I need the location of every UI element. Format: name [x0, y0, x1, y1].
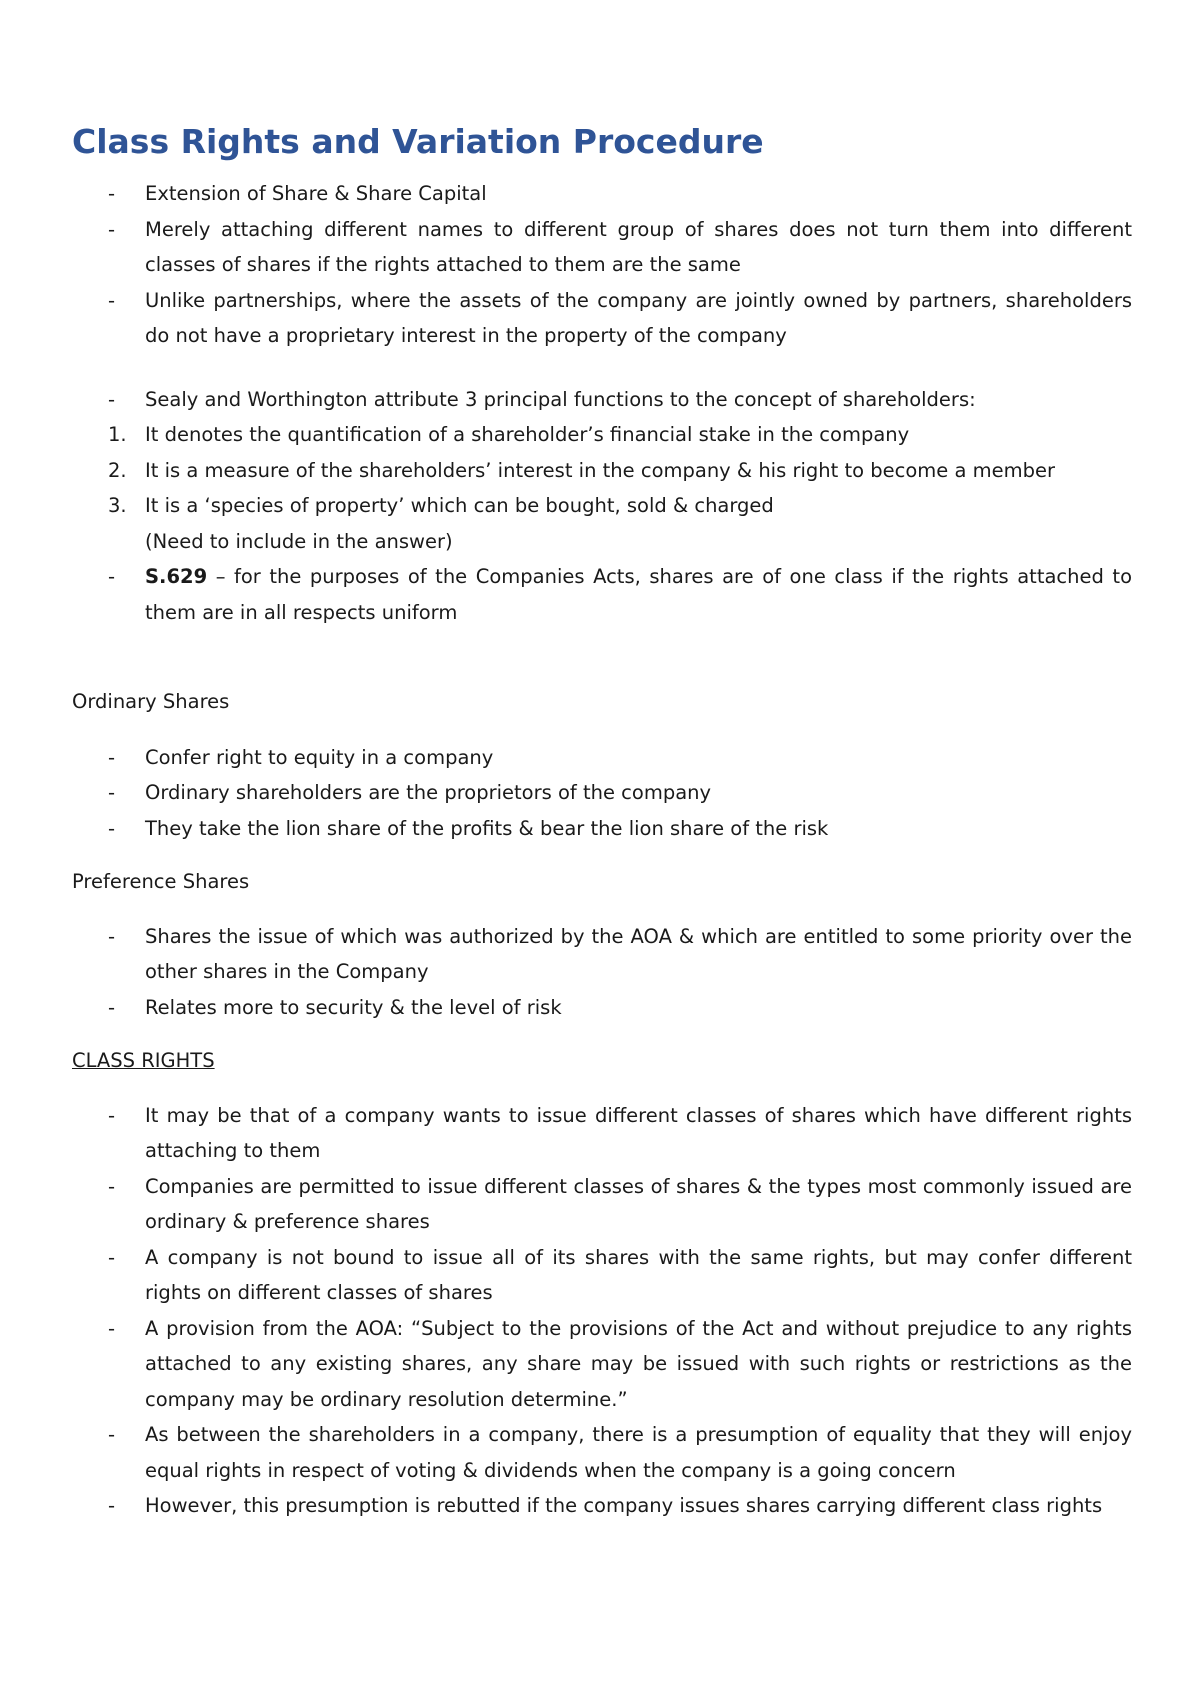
- list-item: - Extension of Share & Share Capital: [72, 176, 1132, 212]
- preference-shares-heading: Preference Shares: [72, 870, 250, 893]
- dash-bullet: -: [108, 1245, 116, 1269]
- list-item: - Shares the issue of which was authorized by the AOA & which are entitled to some priority over the other shares in the Company: [72, 919, 1132, 990]
- list-item: - S.629 – for the purposes of the Companies Acts, shares are of one class if the rights attached to them are in all respects uniform: [72, 559, 1132, 630]
- dash-bullet: -: [108, 387, 116, 411]
- dash-bullet: -: [108, 565, 116, 588]
- list-item: - They take the lion share of the profits & bear the lion share of the risk: [72, 811, 1132, 847]
- intro-list: [72, 176, 1132, 354]
- dash-bullet: -: [108, 217, 116, 241]
- spacer: [72, 1025, 1132, 1043]
- numbered-item: 1. It denotes the quantification of a shareholder’s financial stake in the company: [72, 417, 1132, 453]
- dash-bullet: -: [108, 924, 116, 948]
- list-item: - Sealy and Worthington attribute 3 principal functions to the concept of shareholders:: [72, 382, 1132, 418]
- numbered-item: 3. It is a ‘species of property’ which can be bought, sold & charged: [72, 488, 1132, 524]
- ordinary-shares-heading: Ordinary Shares: [72, 690, 230, 713]
- spacer: [72, 846, 1132, 864]
- dash-bullet: -: [108, 1423, 116, 1446]
- note-line: (Need to include in the answer): [145, 529, 453, 553]
- list-item: - As between the shareholders in a company, there is a presumption of equality that they will enjoy equal rights in respect of voting & dividends when the company is a going concern: [72, 1417, 1132, 1488]
- dash-bullet: -: [108, 745, 116, 769]
- item-number: 2.: [108, 458, 127, 482]
- preference-list: [72, 919, 1132, 1026]
- list-item: - A company is not bound to issue all of its shares with the same rights, but may confer different rights on different classes of shares: [72, 1240, 1132, 1311]
- list-item: - Merely attaching different names to different group of shares does not turn them into different classes of shares if the rights attached to them are the same: [72, 212, 1132, 283]
- sealy-list: [72, 382, 1132, 631]
- spacer: [72, 354, 1132, 382]
- dash-bullet: -: [108, 1494, 116, 1517]
- spacer: [72, 1079, 1132, 1098]
- class-rights-heading: CLASS RIGHTS: [72, 1049, 215, 1072]
- dash-bullet: -: [108, 1174, 116, 1198]
- spacer: [72, 720, 1132, 740]
- class-rights-list: [72, 1098, 1132, 1524]
- dash-bullet: -: [108, 182, 116, 205]
- section-reference: S.629: [145, 565, 208, 588]
- spacer: [72, 630, 1132, 684]
- list-item: - Unlike partnerships, where the assets of the company are jointly owned by partners, shareholders do not have a proprietary interest in the property of the company: [72, 283, 1132, 354]
- dash-bullet: -: [108, 1316, 116, 1340]
- dash-bullet: -: [108, 1103, 116, 1127]
- spacer: [72, 900, 1132, 919]
- dash-bullet: -: [108, 816, 116, 840]
- list-item: - However, this presumption is rebutted if the company issues shares carrying different class rights: [72, 1488, 1132, 1524]
- numbered-item: 2. It is a measure of the shareholders’ interest in the company & his right to become a member: [72, 453, 1132, 489]
- ordinary-list: [72, 740, 1132, 847]
- dash-bullet: -: [108, 288, 116, 312]
- list-item: - Ordinary shareholders are the proprietors of the company: [72, 775, 1132, 811]
- document-title: Class Rights and Variation Procedure: [72, 122, 764, 161]
- dash-bullet: -: [108, 995, 116, 1019]
- item-number: 1.: [108, 423, 127, 446]
- list-item: - Companies are permitted to issue different classes of shares & the types most commonly issued are ordinary & preference shares: [72, 1169, 1132, 1240]
- document-page: [72, 118, 1132, 1524]
- dash-bullet: -: [108, 781, 116, 804]
- list-item: - Relates more to security & the level of risk: [72, 990, 1132, 1026]
- list-item: - A provision from the AOA: “Subject to the provisions of the Act and without prejudice to any rights attached to any existing shares, any share may be issued with such rights or restrictions as the company may be ordinary resolution determine.”: [72, 1311, 1132, 1418]
- list-item: - Confer right to equity in a company: [72, 740, 1132, 776]
- list-item: - It may be that of a company wants to issue different classes of shares which have different rights attaching to them: [72, 1098, 1132, 1169]
- item-number: 3.: [108, 494, 127, 517]
